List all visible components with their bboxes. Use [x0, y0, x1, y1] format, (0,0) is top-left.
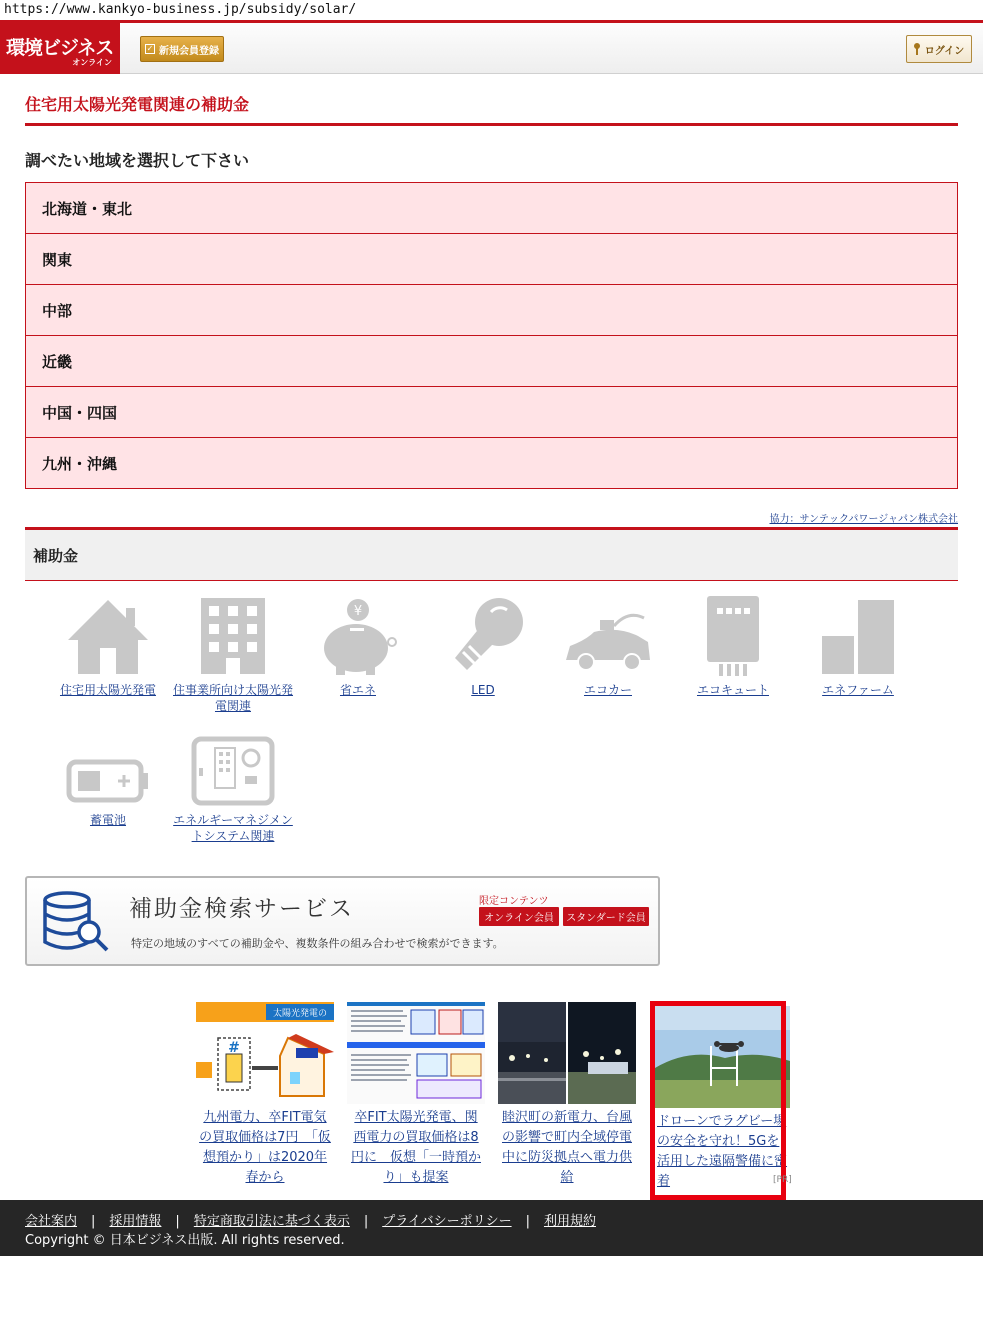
login-button[interactable]: [906, 35, 972, 63]
article-thumbnail[interactable]: [498, 1002, 636, 1104]
category-label[interactable]: エコキュート: [696, 683, 769, 697]
credit-link[interactable]: 協力：サンテックパワージャパン株式会社: [769, 514, 958, 525]
category-residential-solar[interactable]: [48, 594, 168, 698]
database-search-icon: [41, 890, 111, 958]
category-label[interactable]: 住事業所向け太陽光発電関連: [173, 683, 294, 713]
category-label[interactable]: LED: [471, 683, 495, 697]
online-member-badge: オンライン会員: [479, 907, 559, 926]
footer-link-terms[interactable]: 利用規約: [543, 1214, 596, 1229]
logo-sub-text: オンライン: [72, 58, 112, 67]
category-energy-saving[interactable]: [298, 594, 418, 698]
category-label[interactable]: 住宅用太陽光発電: [59, 683, 156, 697]
article-title-link[interactable]: 卒FIT太陽光発電、関西電力の買取価格は8円に 仮想「一時預かり」も提案: [350, 1110, 481, 1185]
category-business-solar[interactable]: [173, 594, 293, 714]
piggy-bank-icon: [298, 594, 418, 676]
category-ecocute[interactable]: [673, 594, 793, 698]
category-led[interactable]: [423, 594, 543, 698]
house-icon: [48, 594, 168, 676]
article-card[interactable]: [498, 1002, 636, 1188]
site-header: [0, 20, 983, 74]
region-item-chugoku-shikoku[interactable]: 中国・四国: [26, 387, 957, 438]
category-label[interactable]: 蓄電池: [89, 813, 126, 827]
article-card[interactable]: [347, 1002, 485, 1188]
footer-link-legal[interactable]: 特定商取引法に基づく表示: [193, 1214, 350, 1229]
checkbox-icon: ✓: [146, 44, 154, 53]
standard-member-badge: スタンダード会員: [563, 907, 649, 926]
region-item-kanto[interactable]: 関東: [26, 234, 957, 285]
search-service-description: 特定の地域のすべての補助金や、複数条件の組み合わせで検索ができます。: [131, 937, 504, 950]
article-card[interactable]: [196, 1002, 334, 1188]
region-list: [25, 182, 958, 489]
limited-content-label: 限定コンテンツ: [479, 896, 549, 907]
svg-text:#: #: [228, 1040, 240, 1056]
building-icon: [173, 594, 293, 676]
highlight-frame: [650, 1001, 786, 1200]
article-thumbnail[interactable]: [196, 1002, 334, 1104]
tablet-energy-icon: [173, 724, 293, 806]
footer-links: 会社案内 | 採用情報 | 特定商取引法に基づく表示 | プライバシーポリシー | 利用規約: [25, 1214, 596, 1229]
subsidy-section-heading: 補助金: [25, 527, 958, 581]
region-item-kyushu-okinawa[interactable]: 九州・沖縄: [26, 438, 957, 489]
key-icon: [914, 43, 920, 55]
register-label: 新規会員登録: [159, 45, 219, 57]
article-title-link[interactable]: 九州電力、卒FIT電気の買取価格は7円 「仮想預かり」は2020年春から: [199, 1110, 331, 1185]
category-ems[interactable]: [173, 724, 293, 844]
region-select-prompt: 調べたい地域を選択して下さい: [25, 151, 250, 170]
category-enefarm[interactable]: [798, 594, 918, 698]
address-bar[interactable]: https://www.kankyo-business.jp/subsidy/solar/: [4, 2, 357, 17]
login-label: ログイン: [924, 45, 965, 57]
article-title-link[interactable]: ドローンでラグビー場の安全を守れ！5Gを活用した遠隔警備に密着: [657, 1114, 788, 1189]
article-thumbnail[interactable]: [347, 1002, 485, 1104]
subsidy-search-service-banner[interactable]: [25, 876, 660, 966]
footer-link-privacy[interactable]: プライバシーポリシー: [382, 1214, 512, 1229]
search-service-title: 補助金検索サービス: [129, 896, 354, 922]
copyright-text: Copyright © 日本ビジネス出版. All rights reserved.: [25, 1233, 345, 1248]
battery-icon: [48, 724, 168, 806]
category-label[interactable]: エネルギーマネジメントシステム関連: [173, 813, 293, 843]
title-divider: [25, 123, 958, 126]
logo-main-text: 環境ビジネス: [6, 37, 114, 59]
svg-text:太陽光発電の: 太陽光発電の: [272, 1009, 328, 1019]
fuel-cell-icon: [798, 594, 918, 676]
region-item-hokkaido-tohoku[interactable]: 北海道・東北: [26, 183, 957, 234]
category-storage-battery[interactable]: [48, 724, 168, 828]
svg-text:¥: ¥: [353, 604, 363, 619]
site-footer: [0, 1200, 983, 1256]
register-button[interactable]: [140, 36, 224, 62]
pr-badge: [PR]: [773, 1175, 792, 1185]
page-title: 住宅用太陽光発電関連の補助金: [25, 95, 250, 114]
category-eco-car[interactable]: [548, 594, 668, 698]
site-logo[interactable]: [0, 23, 120, 74]
region-item-chubu[interactable]: 中部: [26, 285, 957, 336]
footer-link-company[interactable]: 会社案内: [25, 1214, 78, 1229]
ev-car-icon: [548, 594, 668, 676]
article-title-link[interactable]: 睦沢町の新電力、台風の影響で町内全域停電中に防災拠点へ電力供給: [501, 1110, 632, 1185]
footer-link-recruit[interactable]: 採用情報: [109, 1214, 162, 1229]
bulb-icon: [423, 594, 543, 676]
water-heater-icon: [673, 594, 793, 676]
region-item-kinki[interactable]: 近畿: [26, 336, 957, 387]
category-label[interactable]: エコカー: [583, 683, 632, 697]
category-label[interactable]: エネファーム: [822, 683, 894, 697]
category-label[interactable]: 省エネ: [339, 683, 376, 697]
